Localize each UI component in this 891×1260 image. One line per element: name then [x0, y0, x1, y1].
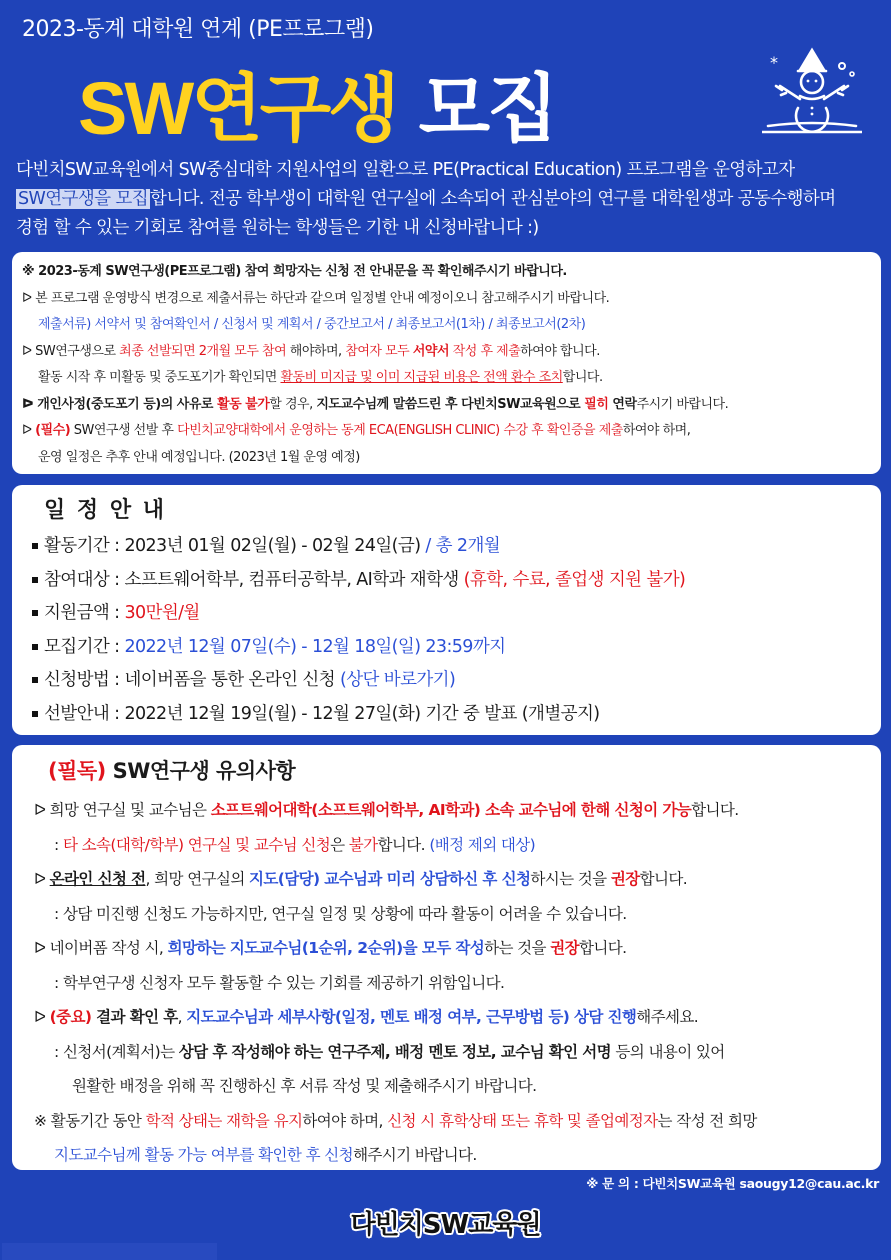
- text-segment: 지도(담당) 교수님과 미리 상담하신 후 신청: [249, 870, 531, 888]
- text-segment: 학적 상태는 재학을 유지: [145, 1111, 303, 1130]
- svg-text:*: *: [770, 53, 778, 72]
- intro-line-3: 경험 할 수 있는 기회로 참여를 원하는 학생들은 기한 내 신청바랍니다 :): [16, 218, 539, 238]
- title-highlight: SW연구생: [78, 67, 397, 150]
- text-segment: 하시는 것을: [530, 870, 611, 888]
- text-segment: 2023년 01월 02일(월) - 02월 24일(금): [124, 536, 421, 556]
- intro-line-2: 합니다. 전공 학부생이 대학원 연구실에 소속되어 관심분야의 연구를 대학원생과 공동수행하며: [150, 189, 836, 209]
- note-row: [26, 793, 867, 828]
- text-segment: 서약서: [412, 343, 450, 359]
- text-segment: 2022년 12월 19일(월) - 12월 27일(화) 기간 중 발표 (개별공지): [124, 703, 600, 724]
- text-segment: ※ 활동기간 동안: [34, 1111, 146, 1130]
- notice-line: ᐅ 본 프로그램 운영방식 변경으로 제출서류는 하단과 같으며 일정별 안내 예정이오니 참고해주시기 바랍니다.: [22, 290, 610, 306]
- notice-line: 운영 일정은 추후 안내 예정입니다. (2023년 1월 운영 예정): [38, 449, 360, 465]
- text-segment: 하여야 하며,: [622, 423, 691, 438]
- text-segment: (중요): [49, 1008, 92, 1026]
- note-row: [26, 1000, 867, 1035]
- note-row: : 상담 미진행 신청도 가능하지만, 연구실 일정 및 상황에 따라 활동이 어려울 수 있습니다.: [54, 904, 627, 923]
- text-segment: 결과 확인 후: [91, 1008, 178, 1026]
- text-segment: ᐅ 희망 연구실 및 교수님은: [34, 801, 211, 819]
- schedule-row: [26, 698, 867, 732]
- text-segment: ᐅ 개인사정(중도포기 등)의 사유로: [22, 396, 218, 412]
- notes-title: [48, 755, 867, 785]
- text-segment: 희망하는 지도교수님(1순위, 2순위)을 모두 작성: [167, 939, 485, 957]
- text-segment: / 총 2개월: [420, 536, 501, 556]
- text-segment: 불가: [348, 835, 378, 854]
- schedule-row: [26, 564, 867, 598]
- text-segment: 2022년 12월 07일(수) - 12월 18일(일) 23:59까지: [124, 636, 506, 657]
- text-segment: 최종 선발되면 2개월 모두 참여: [119, 343, 287, 359]
- intro-line-1: 다빈치SW교육원에서 SW중심대학 지원사업의 일환으로 PE(Practical Education) 프로그램을 운영하고자: [16, 160, 795, 180]
- intro-highlight: SW연구생을 모집: [18, 189, 149, 209]
- snowman-icon: [762, 44, 862, 136]
- text-segment: (휴학, 수료, 졸업생 지원 불가): [463, 569, 686, 590]
- note-row: [26, 862, 867, 897]
- text-segment: 해주세요.: [636, 1008, 699, 1026]
- notice-line: [22, 418, 871, 445]
- text-segment: 하여야 하며,: [302, 1111, 388, 1130]
- text-segment: 활동 시작 후 미활동 및 중도포기가 확인되면: [38, 370, 281, 385]
- contact-info: ※ 문 의 : 다빈치SW교육원 saougy12@cau.ac.kr: [586, 1176, 879, 1191]
- bullet-icon: [32, 711, 38, 717]
- bullet-icon: [32, 644, 38, 650]
- text-segment: 해야하며,: [286, 343, 346, 359]
- text-segment: 모집기간 :: [44, 636, 125, 657]
- text-segment: :: [54, 835, 63, 854]
- bullet-icon: [32, 543, 38, 549]
- schedule-row: [26, 597, 867, 631]
- notice-line: [22, 392, 871, 419]
- text-segment: (배정 제외 대상): [429, 835, 536, 854]
- note-row: : 학부연구생 신청자 모두 활동할 수 있는 기회를 제공하기 위함입니다.: [54, 973, 505, 992]
- watermark: [2, 1243, 217, 1260]
- text-segment: 하는 것을: [484, 939, 551, 957]
- bullet-icon: [32, 610, 38, 616]
- schedule-title: 일 정 안 내: [44, 498, 166, 523]
- text-segment: ᐅ SW연구생으로: [22, 343, 120, 359]
- text-segment: 소프트웨어대학(소프트웨어학부, AI학과) 소속 교수님에 한해 신청이 가능: [210, 801, 692, 819]
- text-segment: 권장: [610, 870, 640, 888]
- text-segment: SW연구생 선발 후: [70, 423, 178, 438]
- text-segment: 신청 시 휴학상태 또는 휴학 및 졸업예정자: [387, 1111, 658, 1130]
- notice-line: [22, 365, 871, 392]
- text-segment: 지도교수님께 말씀드린 후 다빈치SW교육원으로: [316, 396, 585, 412]
- text-segment: 참여자 모두: [345, 343, 413, 359]
- text-segment: 합니다.: [691, 801, 739, 819]
- notice-documents: 제출서류) 서약서 및 참여확인서 / 신청서 및 계획서 / 중간보고서 / 최종보고서(1차) / 최종보고서(2차): [38, 317, 586, 332]
- text-segment: 하여야 합니다.: [520, 343, 600, 359]
- text-segment: 주시기 바랍니다.: [636, 396, 729, 412]
- text-segment: 지원금액 :: [44, 603, 125, 623]
- text-segment: : 신청서(계획서)는: [54, 1042, 179, 1061]
- notice-box: [12, 252, 881, 474]
- text-segment: , 희망 연구실의: [145, 870, 250, 888]
- notice-line: [22, 339, 871, 366]
- text-segment: 활동 불가: [217, 396, 270, 412]
- text-segment: SW연구생 유의사항: [105, 759, 296, 783]
- schedule-box: [12, 485, 881, 735]
- notes-box: [12, 745, 881, 1170]
- text-segment: 다빈치교양대학에서 운영하는 동계 ECA(ENGLISH CLINIC) 수강 후 확인증을 제출: [177, 423, 623, 438]
- text-segment: ᐅ: [22, 423, 36, 438]
- text-segment: 선발안내 :: [44, 703, 125, 724]
- text-segment: 합니다.: [639, 870, 688, 888]
- text-segment: 권장: [550, 939, 580, 957]
- text-segment: 활동기간 :: [44, 536, 125, 556]
- text-segment: 참여대상 :: [44, 569, 125, 590]
- intro-paragraph: [16, 156, 876, 243]
- text-segment: (필독): [48, 759, 106, 783]
- note-row: 원활한 배정을 위해 꼭 진행하신 후 서류 작성 및 제출해주시기 바랍니다.: [72, 1077, 537, 1095]
- page-title: [78, 50, 556, 156]
- schedule-row: [26, 530, 867, 564]
- footer-logo: 다빈치SW교육원: [350, 1210, 541, 1240]
- note-row: [26, 828, 867, 863]
- shortcut-link[interactable]: (상단 바로가기): [339, 670, 456, 690]
- text-segment: 작성 후 제출: [449, 343, 521, 359]
- subtitle: 2023-동계 대학원 연계 (PE프로그램): [22, 17, 374, 42]
- text-segment: 소프트웨어학부, 컴퓨터공학부, AI학과 재학생: [124, 569, 464, 590]
- text-segment: 온라인 신청 전: [49, 870, 146, 888]
- schedule-row: [26, 664, 867, 698]
- text-segment: 연락: [608, 396, 637, 412]
- text-segment: 등의 내용이 있어: [611, 1042, 725, 1061]
- bullet-icon: [32, 677, 38, 683]
- note-row: [26, 1035, 867, 1070]
- text-segment: 네이버폼을 통한 온라인 신청: [124, 670, 340, 690]
- text-segment: 합니다.: [562, 370, 603, 385]
- notice-heading: ※ 2023-동계 SW연구생(PE프로그램) 참여 희망자는 신청 전 안내문을 꼭 확인해주시기 바랍니다.: [22, 264, 567, 279]
- text-segment: 상담 후 작성해야 하는 연구주제, 배정 멘토 정보, 교수님 확인 서명: [178, 1042, 612, 1061]
- text-segment: 은: [330, 835, 349, 854]
- text-segment: 합니다.: [377, 835, 430, 854]
- text-segment: 해주시기 바랍니다.: [353, 1146, 477, 1164]
- text-segment: 신청방법 :: [44, 670, 125, 690]
- text-segment: ᐅ: [34, 870, 50, 888]
- text-segment: 할 경우,: [269, 396, 317, 412]
- text-segment: 필히: [584, 396, 609, 412]
- note-row: [26, 931, 867, 966]
- text-segment: (필수): [35, 423, 71, 438]
- text-segment: 지도교수님과 세부사항(일정, 멘토 배정 여부, 근무방법 등) 상담 진행: [186, 1008, 637, 1026]
- text-segment: 는 작성 전 희망: [657, 1111, 757, 1130]
- text-segment: 타 소속(대학/학부) 연구실 및 교수님 신청: [62, 835, 331, 854]
- text-segment: ᐅ: [34, 1008, 50, 1026]
- text-segment: 30만원/월: [124, 603, 200, 623]
- text-segment: 활동비 미지급 및 이미 지급된 비용은 전액 환수 조치: [280, 370, 563, 385]
- note-row: [26, 1104, 867, 1139]
- note-row: [26, 1138, 867, 1173]
- text-segment: ᐅ 네이버폼 작성 시,: [34, 939, 168, 957]
- title-suffix: 모집: [418, 67, 556, 150]
- text-segment: 합니다.: [579, 939, 627, 957]
- text-segment: 지도교수님께 활동 가능 여부를 확인한 후 신청: [54, 1146, 354, 1164]
- schedule-row: [26, 631, 867, 665]
- bullet-icon: [32, 577, 38, 583]
- text-segment: ,: [177, 1008, 187, 1026]
